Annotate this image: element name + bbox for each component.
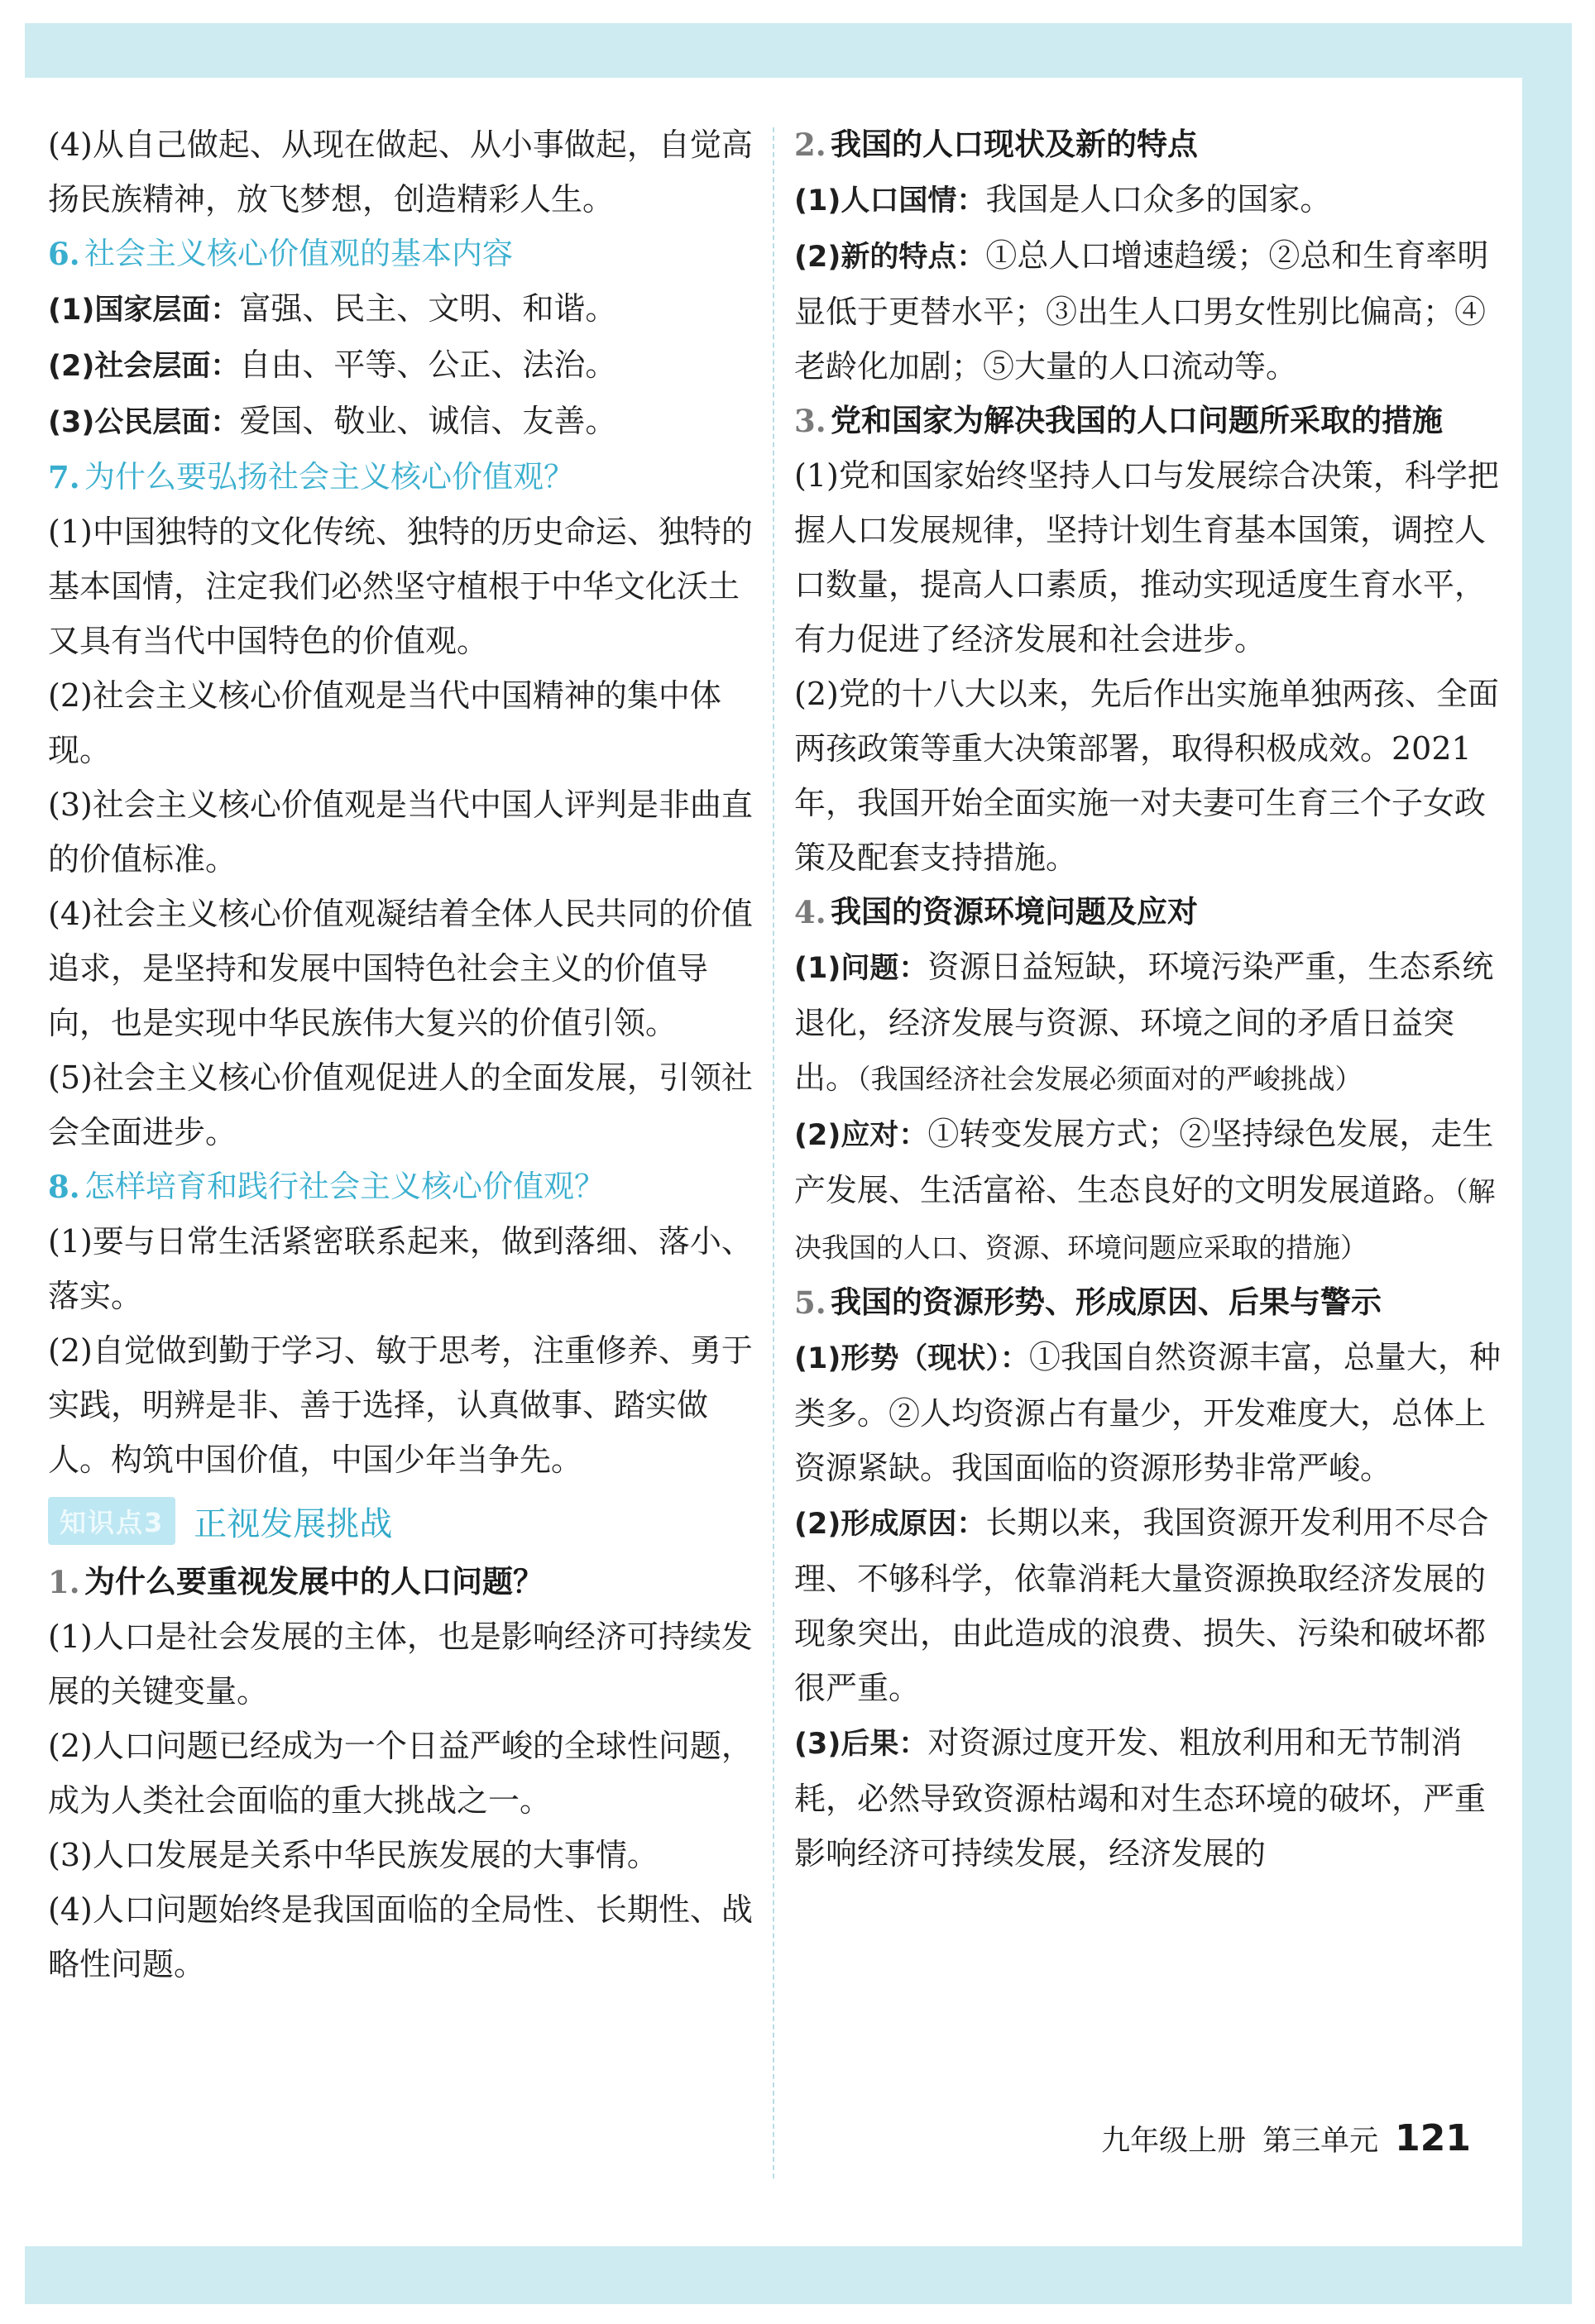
footer-book-label: 九年级上册 (1101, 2125, 1247, 2158)
question-number: 5. (794, 1284, 826, 1321)
paragraph-text: (3)人口发展是关系中华民族发展的大事情。 (48, 1837, 659, 1873)
paragraph (48, 887, 768, 1050)
paragraph (48, 394, 768, 450)
paragraph-text: (1)中国独特的文化传统、独特的历史命运、独特的基本国情，注定我们必然坚守植根于中华文化沃土又具有当代中国特色的价值观。 (48, 514, 753, 659)
paragraph-note: （解决我国的人口、资源、环境问题应采取的措施） (794, 1175, 1496, 1264)
question-heading (48, 1555, 768, 1609)
footer-unit-label: 第三单元 (1262, 2125, 1379, 2158)
left-column (48, 117, 768, 1992)
question-heading (794, 885, 1506, 940)
question-number: 7. (48, 459, 80, 495)
keyword-label: (1)问题： (794, 952, 928, 985)
question-number: 2. (794, 127, 826, 163)
page (25, 78, 1522, 2246)
paragraph-text: (4)人口问题始终是我国面临的全局性、长期性、战略性问题。 (48, 1891, 753, 1982)
paragraph (794, 1495, 1506, 1715)
question-title: 怎样培育和践行社会主义核心价值观？ (84, 1169, 605, 1204)
paragraph (48, 1828, 768, 1882)
paragraph-text: (2)自觉做到勤于学习、敏于思考，注重修养、勇于实践，明辨是非、善于选择，认真做事、踏实做人。构筑中国价值，中国少年当争先。 (48, 1332, 753, 1478)
paragraph (48, 1050, 768, 1160)
question-title: 我国的人口现状及新的特点 (831, 127, 1198, 162)
paragraph-text: (1)人口是社会发展的主体，也是影响经济可持续发展的关键变量。 (48, 1619, 753, 1710)
right-column (794, 117, 1506, 1881)
keyword-label: (3)公民层面： (48, 406, 240, 439)
paragraph (48, 281, 768, 337)
question-number: 1. (48, 1564, 80, 1600)
paragraph-text: (2)党的十八大以来，先后作出实施单独两孩、全面两孩政策等重大决策部署，取得积极成效。2021年，我国开始全面实施一对夫妻可生育三个子女政策及配套支持措施。 (794, 676, 1499, 876)
paragraph (48, 117, 768, 227)
paragraph-text: (1)党和国家始终坚持人口与发展综合决策，科学把握人口发展规律，坚持计划生育基本国策，调控人口数量，提高人口素质，推动实现适度生育水平，有力促进了经济发展和社会进步。 (794, 457, 1499, 658)
top-color-band (25, 23, 1572, 78)
keyword-label: (2)社会层面： (48, 350, 240, 383)
paragraph-text: ①转变发展方式；②坚持绿色发展，走生产发展、生活富裕、生态良好的文明发展道路。 (794, 1116, 1494, 1208)
paragraph-text: (2)人口问题已经成为一个日益严峻的全球性问题，成为人类社会面临的重大挑战之一。 (48, 1728, 753, 1819)
right-color-band (1522, 23, 1572, 2264)
question-heading (48, 450, 768, 504)
paragraph-text: ①总人口增速趋缓；②总和生育率明显低于更替水平；③出生人口男女性别比偏高；④老龄化加剧；⑤大量的人口流动等。 (794, 237, 1489, 385)
paragraph (48, 504, 768, 668)
paragraph (48, 777, 768, 887)
paragraph (794, 667, 1506, 885)
question-title: 为什么要重视发展中的人口问题？ (84, 1564, 544, 1600)
keyword-label: (1)人口国情： (794, 184, 986, 218)
question-number: 8. (48, 1169, 80, 1205)
paragraph-text: (5)社会主义核心价值观促进人的全面发展，引领社会全面进步。 (48, 1059, 753, 1150)
paragraph (794, 940, 1506, 1107)
section-title: 正视发展挑战 (194, 1504, 393, 1543)
paragraph-text: (3)社会主义核心价值观是当代中国人评判是非曲直的价值标准。 (48, 787, 753, 877)
page-footer (1101, 2117, 1471, 2159)
question-title: 为什么要弘扬社会主义核心价值观？ (84, 459, 574, 495)
paragraph-note: （我国经济社会发展必须面对的严峻挑战） (857, 1063, 1363, 1095)
question-heading (794, 1275, 1506, 1330)
paragraph (48, 1323, 768, 1487)
paragraph-text: (4)从自己做起、从现在做起、从小事做起，自觉高扬民族精神，放飞梦想，创造精彩人生。 (48, 127, 753, 218)
paragraph (794, 1330, 1506, 1495)
question-heading (794, 394, 1506, 448)
keyword-label: (2)新的特点： (794, 241, 986, 274)
question-title: 社会主义核心价值观的基本内容 (84, 236, 513, 271)
bottom-color-band (25, 2246, 1572, 2304)
section-badge: 知识点3 (48, 1497, 175, 1545)
paragraph (48, 1214, 768, 1323)
paragraph-text: 资源日益短缺，环境污染严重，生态系统退化，经济发展与资源、环境之间的矛盾日益突出。 (794, 949, 1494, 1096)
keyword-label: (3)后果： (794, 1728, 928, 1761)
paragraph (794, 1107, 1506, 1275)
keyword-label: (1)形势（现状）： (794, 1342, 1029, 1375)
paragraph-text: 自由、平等、公正、法治。 (239, 347, 617, 383)
paragraph-text: (1)要与日常生活紧密联系起来，做到落细、落小、落实。 (48, 1223, 753, 1314)
section-header (48, 1490, 768, 1552)
paragraph (48, 1719, 768, 1828)
paragraph-text: ①我国自然资源丰富，总量大，种类多。②人均资源占有量少，开发难度大，总体上资源紧缺。我国面临的资源形势非常严峻。 (794, 1339, 1501, 1486)
question-title: 我国的资源环境问题及应对 (831, 894, 1198, 930)
paragraph (48, 1882, 768, 1992)
paragraph (48, 1609, 768, 1719)
question-heading (48, 227, 768, 281)
paragraph (48, 337, 768, 394)
question-number: 3. (794, 403, 826, 439)
paragraph (48, 668, 768, 777)
paragraph-text: 富强、民主、文明、和谐。 (239, 290, 617, 327)
question-number: 6. (48, 236, 80, 272)
paragraph (794, 1715, 1506, 1881)
paragraph-text: 我国是人口众多的国家。 (985, 181, 1332, 218)
question-heading (48, 1160, 768, 1214)
paragraph-text: 爱国、敬业、诚信、友善。 (239, 403, 617, 439)
page-number: 121 (1395, 2117, 1471, 2159)
question-title: 我国的资源形势、形成原因、后果与警示 (831, 1284, 1382, 1320)
keyword-label: (2)形成原因： (794, 1508, 986, 1541)
paragraph-text: 对资源过度开发、粗放利用和无节制消耗，必然导致资源枯竭和对生态环境的破坏，严重影响经济可持续发展，经济发展的 (794, 1724, 1487, 1872)
paragraph (794, 172, 1506, 228)
question-title: 党和国家为解决我国的人口问题所采取的措施 (831, 403, 1443, 438)
paragraph (794, 448, 1506, 667)
paragraph-text: (2)社会主义核心价值观是当代中国精神的集中体现。 (48, 677, 721, 768)
question-heading (794, 117, 1506, 172)
paragraph-text: 长期以来，我国资源开发利用不尽合理、不够科学，依靠消耗大量资源换取经济发展的现象突出，由此造成的浪费、损失、污染和破坏都很严重。 (794, 1504, 1489, 1706)
column-divider (773, 127, 774, 2178)
paragraph-text: (4)社会主义核心价值观凝结着全体人民共同的价值追求，是坚持和发展中国特色社会主义的价值导向，也是实现中华民族伟大复兴的价值引领。 (48, 896, 753, 1041)
question-number: 4. (794, 894, 826, 930)
keyword-label: (1)国家层面： (48, 294, 240, 327)
keyword-label: (2)应对： (794, 1119, 928, 1152)
paragraph (794, 228, 1506, 394)
